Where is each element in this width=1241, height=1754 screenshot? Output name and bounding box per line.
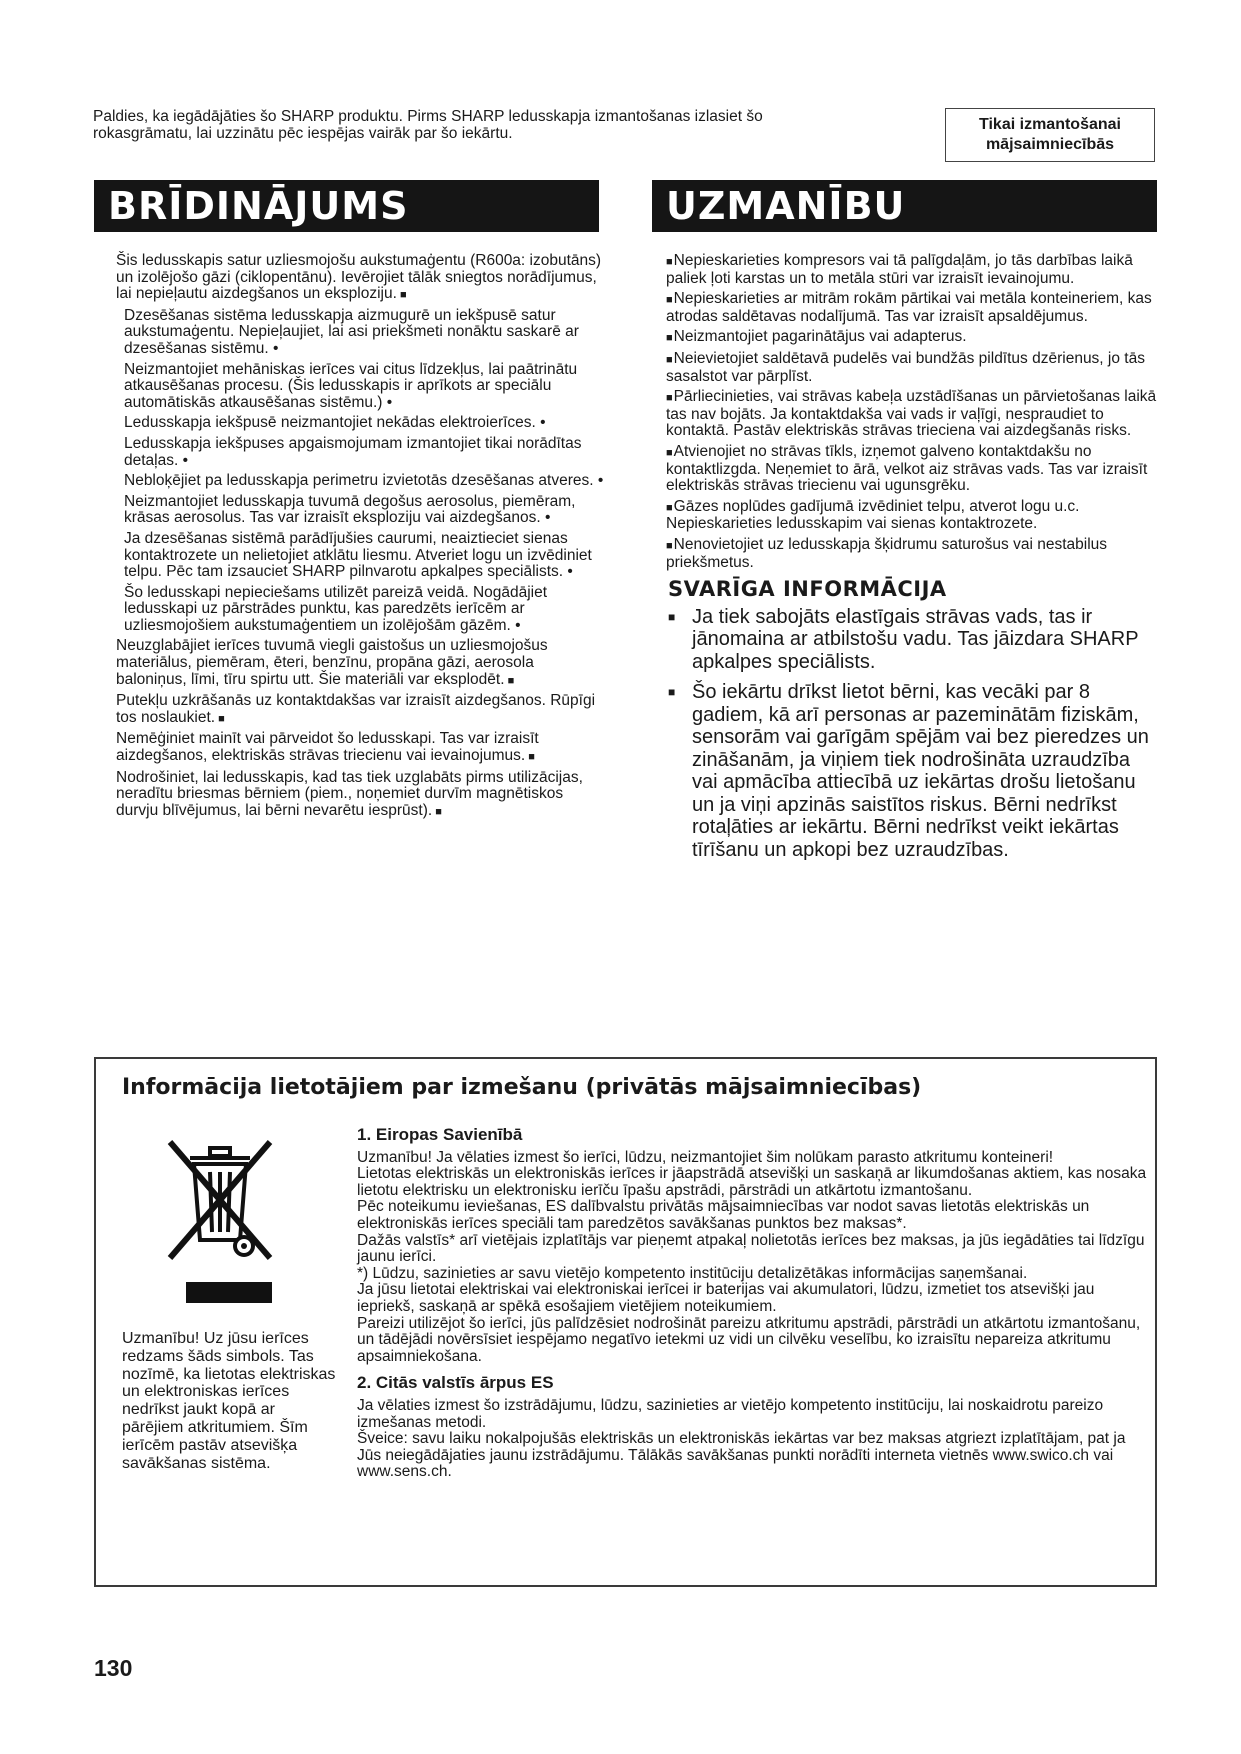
warning-paragraph: Neuzglabājiet ierīces tuvumā viegli gaistošus un uzliesmojošus materiālus, piemēram, ēteri, benzīnu, propāna gāzi, aerosola baloniņus, līmi, tīru spirtu utt. Šie materiāli var eksplodēt. ■ [116, 638, 606, 689]
important-info-text: Šo iekārtu drīkst lietot bērni, kas vecāki par 8 gadiem, kā arī personas ar pazeminātām fiziskām, sensorām vai garīgām spējām vai bez pieredzes un zināšanām, ja viņiem tiek nodrošināta uzraudzība vai apmācība attiecībā uz iekārtas drošu lietošanu un ja viņi apzinās saistītos riskus. Bērni nedrīkst rotaļāties ar iekārtu. Bērni nedrīkst veikt iekārtas tīrīšanu un apkopi bez uzraudzības. [692, 681, 1149, 861]
caution-item: ■ Nepieskarieties kompresors vai tā palīgdaļām, jo tās darbības laikā paliek ļoti karstas un to metāla stūri var izraisīt ievainojumu. [666, 253, 1161, 287]
eu-paragraph: *) Lūdzu, sazinieties ar savu vietējo kompetento institūciju detalizētākas informācijas saņemšanai. [357, 1264, 1028, 1282]
important-info-item [666, 681, 1161, 861]
warning-heading: BRĪDINĀJUMS [94, 180, 599, 232]
non-eu-paragraph: Ja vēlaties izmest šo izstrādājumu, lūdzu, sazinieties ar vietējo kompetento institūciju, lai noskaidrotu pareizo izmešanas metodi. [357, 1396, 1104, 1431]
eu-paragraph: Uzmanību! Ja vēlaties izmest šo ierīci, lūdzu, neizmantojiet šim nolūkam parasto atkritumu konteineri! [357, 1148, 1054, 1166]
warning-subitem: Šo ledusskapi nepieciešams utilizēt pareizā veidā. Nogādājiet ledusskapi uz pārstrādes punktu, kas paredzēts ierīcēm ar uzliesmojošiem aukstumaģentiem un izolējošām gāzēm. • [124, 585, 606, 635]
warning-paragraph: Putekļu uzkrāšanās uz kontaktdakšas var izraisīt aizdegšanos. Rūpīgi tos noslaukiet. ■ [116, 693, 606, 727]
caution-item: ■ Neievietojiet saldētavā pudelēs vai bundžās pildītus dzērienus, jo tās sasalstot var pārplīst. [666, 351, 1161, 385]
warning-subitem: Dzesēšanas sistēma ledusskapja aizmugurē un iekšpusē satur aukstumaģentu. Nepieļaujiet, lai asi priekšmeti nonāktu saskarē ar dzesēšanas sistēmu. • [124, 308, 606, 358]
square-bullet-icon: ■ [668, 609, 676, 624]
caution-heading: UZMANĪBU [652, 180, 1157, 232]
disposal-text [357, 1127, 1147, 1481]
eu-paragraph: Dažās valstīs* arī vietējais izplatītājs var pieņemt atpakaļ nolietotās ierīces bez maksas, ja jūs iegādāties tai līdzīgu jaunu ierīci. [357, 1231, 1145, 1266]
warning-paragraph: Nodrošiniet, lai ledusskapis, kad tas tiek uzglabāts pirms utilizācijas, neradītu briesmas bērniem (piem., noņemiet durvīm magnētiskos durvju blīvējumus, lai bērni nevarētu iesprūst). ■ [116, 770, 606, 821]
caution-item: ■ Neizmantojiet pagarinātājus vai adapterus. [666, 329, 1161, 347]
caution-item: ■ Gāzes noplūdes gadījumā izvēdiniet telpu, atverot logu u.c. Nepieskarieties ledusskapim vai sienas kontaktrozete. [666, 499, 1161, 533]
warning-subitem: Ja dzesēšanas sistēmā parādījušies caurumi, neaiztieciet sienas kontaktrozete un nelietojiet atklātu liesmu. Atveriet logu un izvēdiniet telpu. Pēc tam izsauciet SHARP pilnvarotu apkalpes speciālists. • [124, 531, 606, 581]
disposal-heading: Informācija lietotājiem par izmešanu (privātās mājsaimniecības) [122, 1075, 922, 1100]
weee-note: Uzmanību! Uz jūsu ierīces redzams šāds simbols. Tas nozīmē, ka lietotas elektriskas un elektroniskas ierīces nedrīkst jaukt kopā ar pārējiem atkritumiem. Šīm ierīcēm pastāv atsevišķa savākšanas sistēma. [122, 1330, 336, 1472]
square-bullet-icon: ■ [668, 685, 676, 700]
warning-paragraph: Nemēģiniet mainīt vai pārveidot šo ledusskapi. Tas var izraisīt aizdegšanos, elektriskās strāvas triecienu vai ievainojumus. ■ [116, 731, 606, 765]
warning-subitem: Neizmantojiet mehāniskas ierīces vai citus līdzekļus, lai paātrinātu atkausēšanas procesu. (Šis ledusskapis ir aprīkots ar speciālu automātiskās atkausēšanas sistēmu.) • [124, 362, 606, 412]
warning-subitem: Neizmantojiet ledusskapja tuvumā degošus aerosolus, piemēram, krāsas aerosolus. Tas var izraisīt eksploziju vai aizdegšanos. • [124, 494, 606, 527]
eu-paragraph: Pēc noteikumu ieviešanas, ES dalībvalstu privātās mājsaimniecības var nodot savas lietotās elektriskās un elektroniskās ierīces speciāli tam paredzētos savākšanas punktos bez maksas*. [357, 1198, 1090, 1232]
caution-section [666, 253, 1161, 869]
caution-item: ■ Pārliecinieties, vai strāvas kabeļa uzstādīšanas un pārvietošanas laikā tas nav bojāts. Ja kontaktdakša vai vads ir vaļīgi, nespraudiet to kontaktā. Pastāv elektriskās strāvas trieciena vai aizdegšanās risks. [666, 389, 1161, 440]
caution-item: ■ Nenovietojiet uz ledusskapja šķidrumu saturošus vai nestabilus priekšmetus. [666, 537, 1161, 571]
warning-subitem: Nebloķējiet pa ledusskapja perimetru izvietotās dzesēšanas atveres. • [124, 473, 606, 490]
eu-paragraph: Pareizi utilizējot šo ierīci, jūs palīdzēsiet nodrošināt pareizu atkritumu apstrādi, pārstrādi un atkārtotu izmantošanu, un tādējādi novērsīsiet iespējamo negatīvo ietekmi uz vidi un cilvēku veselību, ko izraisītu nepareiza atkritumu apsaimniekošana. [357, 1314, 1141, 1365]
weee-black-bar [186, 1282, 272, 1303]
important-info-text: Ja tiek sabojāts elastīgais strāvas vads, tas ir jānomaina ar atbilstošu vadu. Tas jāizdara SHARP apkalpes speciālists. [692, 605, 1139, 673]
eu-heading: 1. Eiropas Savienībā [357, 1125, 523, 1144]
intro-text [93, 108, 893, 142]
warning-paragraph: Šis ledusskapis satur uzliesmojošu aukstumaģentu (R600a: izobutāns) un izolējošo gāzi (ciklopentānu). Ievērojiet tālāk sniegtos norādījumus, lai nepieļautu aizdegšanos un eksploziju. ■ [116, 253, 606, 304]
important-info-heading: SVARĪGA INFORMĀCIJA [668, 577, 947, 602]
eu-paragraph: Ja jūsu lietotai elektriskai vai elektroniskai ierīcei ir baterijas vai akumulatori, lūdzu, izmetiet tos atsevišķi jau iepriekš, saskaņā ar spēkā esošajiem vietējiem noteikumiem. [357, 1281, 1095, 1315]
warning-subitem: Ledusskapja iekšpuses apgaismojumam izmantojiet tikai norādītas detaļas. • [124, 436, 606, 469]
domestic-use-box [945, 108, 1155, 162]
domestic-line-1: Tikai izmantošanai [979, 116, 1121, 133]
non-eu-heading: 2. Citās valstīs ārpus ES [357, 1373, 554, 1393]
non-eu-paragraph: Šveice: savu laiku nokalpojušās elektriskās un elektroniskās iekārtas var bez maksas atgriezt izplatītājam, pat ja Jūs neiegādājaties jaunu izstrādājumu. Tālākās savākšanas punkti norādīti interneta vietnēs www.swico.ch vai www.sens.ch. [357, 1430, 1126, 1481]
warning-section [116, 253, 606, 824]
warning-subitem: Ledusskapja iekšpusē neizmantojiet nekādas elektroierīces. • [124, 415, 606, 432]
intro-line-1: Paldies, ka iegādājāties šo SHARP produktu. Pirms SHARP ledusskapja izmantošanas izlasiet šo [93, 108, 763, 125]
domestic-line-2: mājsaimniecībās [985, 136, 1115, 153]
important-info-item [666, 606, 1161, 674]
caution-item: ■ Atvienojiet no strāvas tīkls, izņemot galveno kontaktdakšu no kontaktlizgda. Neņemiet to ārā, velkot aiz strāvas vads. Tas var izraisīt elektriskās strāvas triecienu vai ugunsgrēku. [666, 444, 1161, 495]
important-info-list [666, 606, 1161, 862]
caution-item: ■ Nepieskarieties ar mitrām rokām pārtikai vai metāla konteineriem, kas atrodas saldētavas nodalījumā. Tas var izraisīt apsaldējumus. [666, 291, 1161, 325]
eu-paragraph: Lietotas elektriskās un elektroniskās ierīces ir jāapstrādā atsevišķi un saskaņā ar likumdošanas aktiem, kas nosaka lietotu elektrisku un elektronisku ierīču īpašu apstrādi, pārstrādi un atkārtotu izmantošanu. [357, 1165, 1147, 1199]
intro-line-2: rokasgrāmatu, lai uzzinātu pēc iespējas vairāk par šo iekārtu. [93, 125, 513, 142]
page-number: 130 [94, 1655, 133, 1681]
crossed-out-bin-icon [160, 1130, 280, 1270]
